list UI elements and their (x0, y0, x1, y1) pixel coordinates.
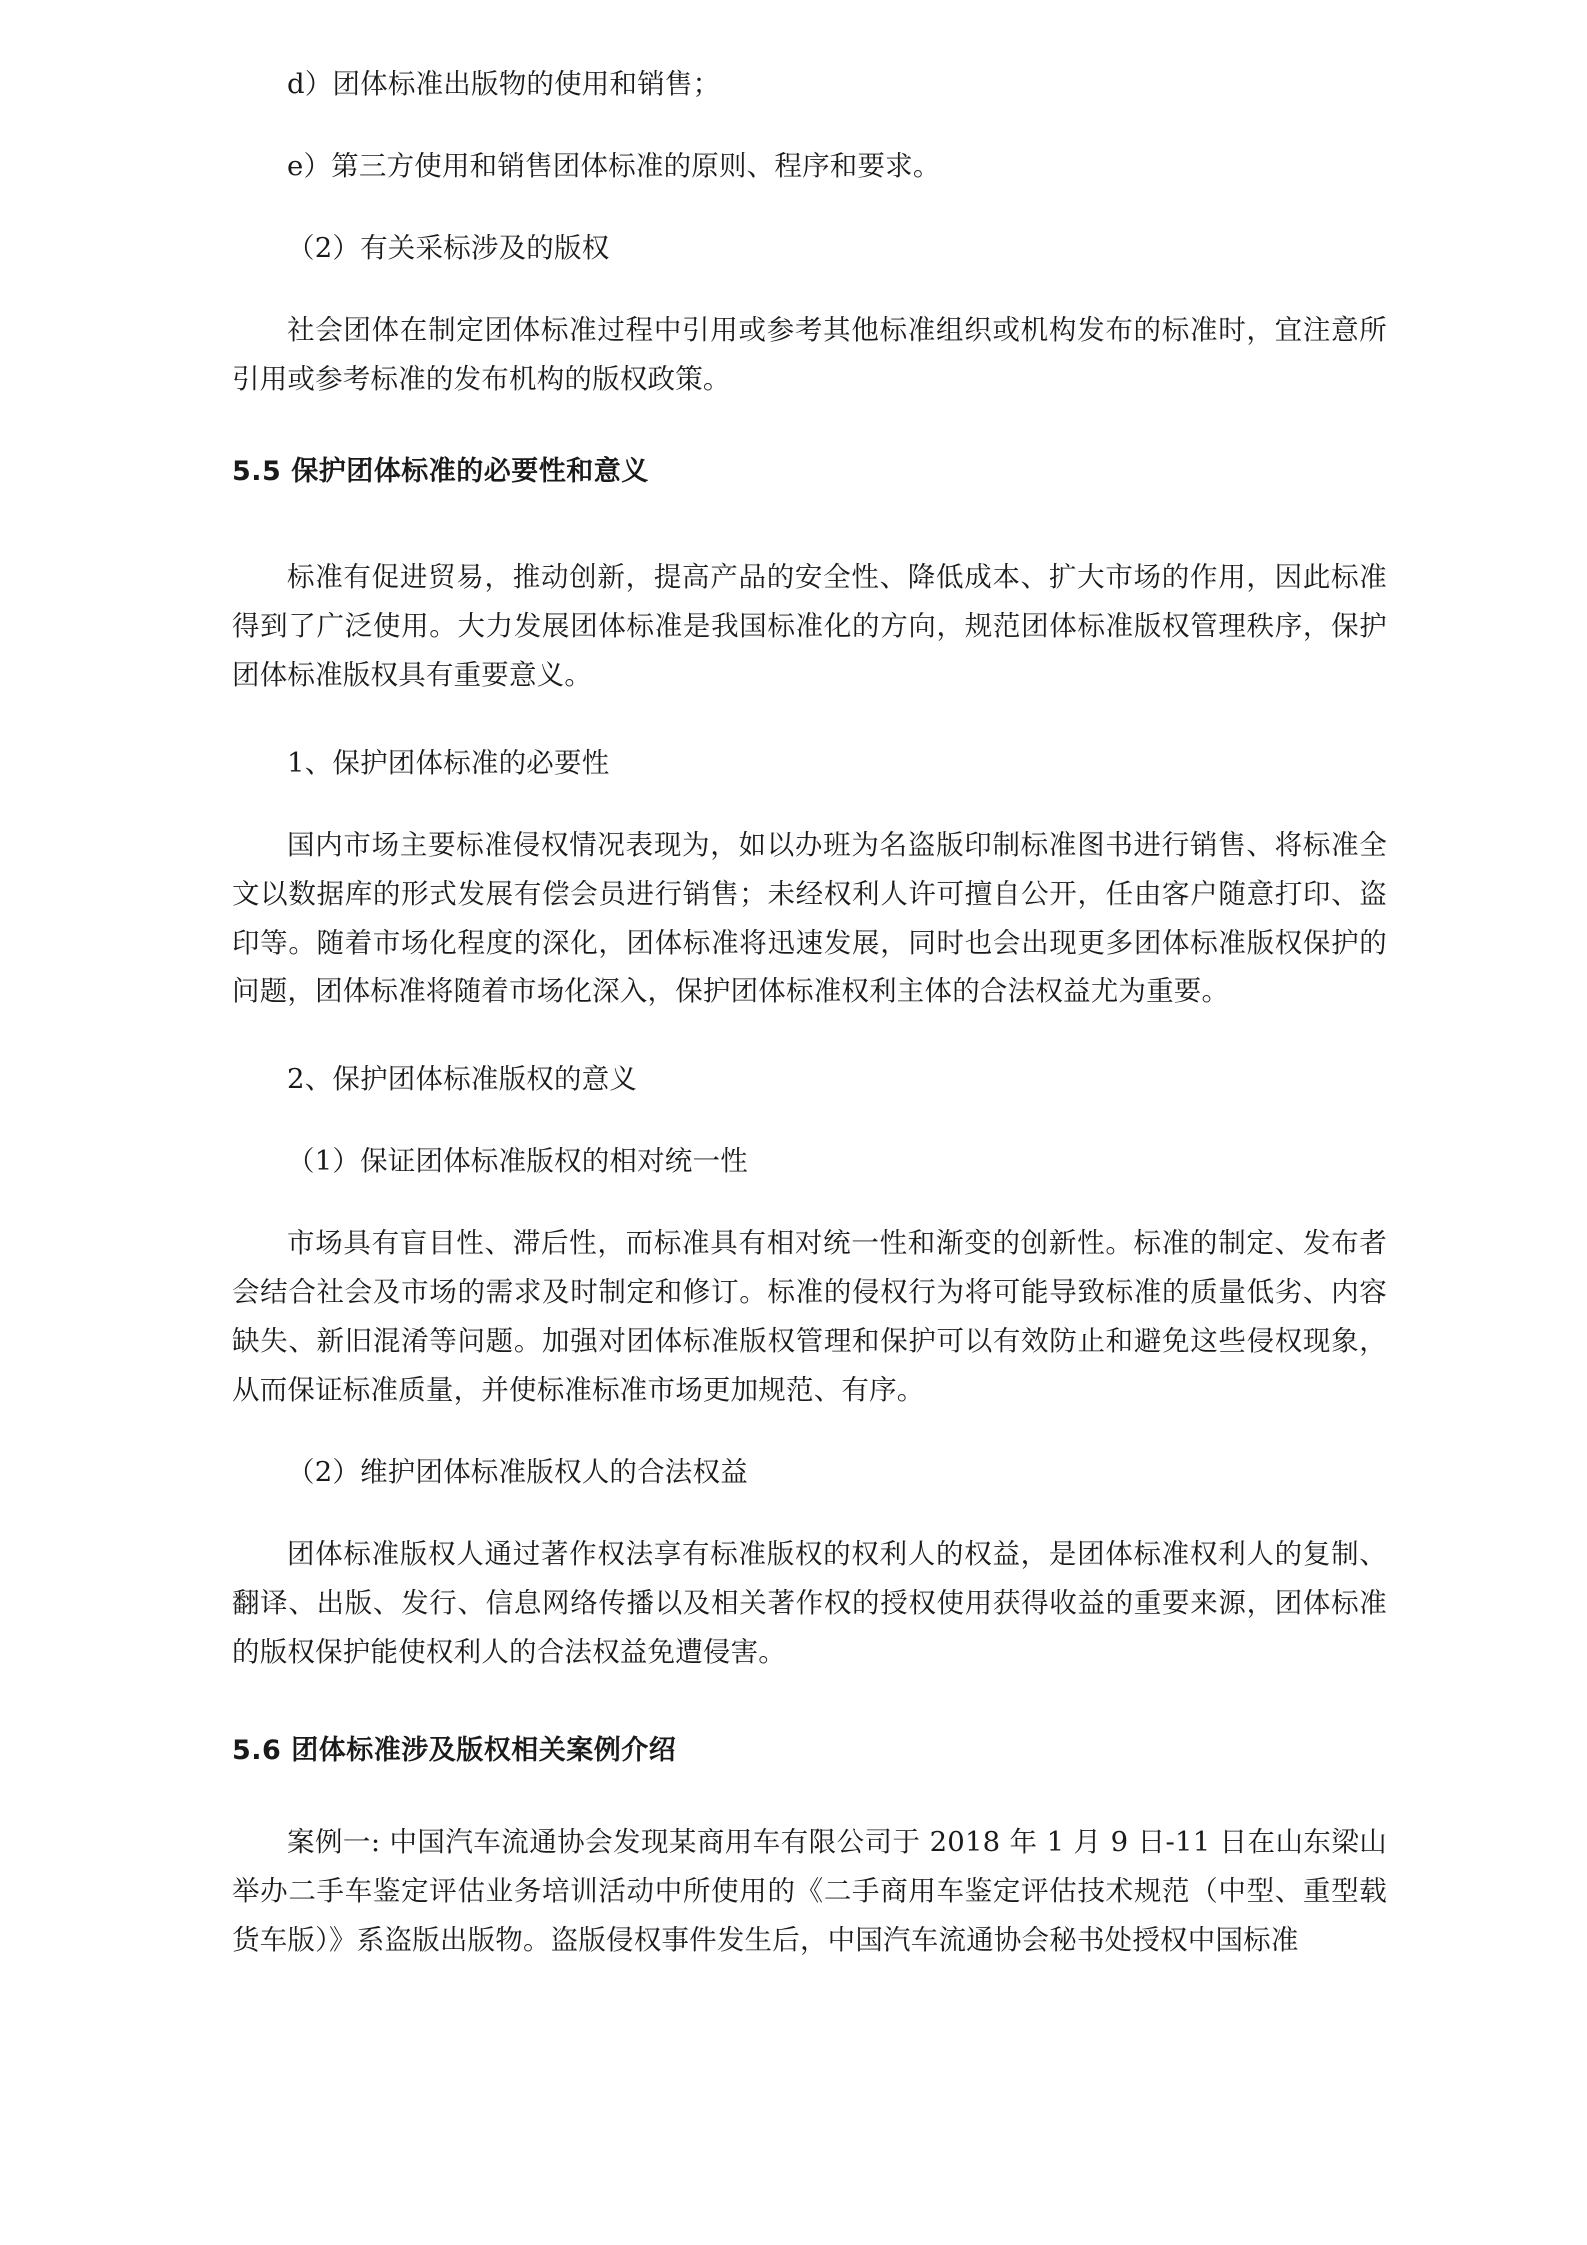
list-item: （2）有关采标涉及的版权 (287, 231, 610, 264)
list-item: 2、保护团体标准版权的意义 (287, 1063, 638, 1096)
body-paragraph: 市场具有盲目性、滞后性，而标准具有相对统一性和渐变的创新性。标准的制定、发布者会结合社会及市场的需求及时制定和修订。标准的侵权行为将可能导致标准的质量低劣、内容缺失、新旧混淆等问题。加强对团体标准版权管理和保护可以有效防止和避免这些侵权现象，从而保证标准质量，并使标准标准市场更加规范、有序。 (232, 1227, 1387, 1407)
body-paragraph: 标准有促进贸易，推动创新，提高产品的安全性、降低成本、扩大市场的作用，因此标准得到了广泛使用。大力发展团体标准是我国标准化的方向，规范团体标准版权管理秩序，保护团体标准版权具有重要意义。 (232, 560, 1387, 691)
list-item: （1）保证团体标准版权的相对统一性 (287, 1145, 748, 1178)
body-paragraph: 团体标准版权人通过著作权法享有标准版权的权利人的权益，是团体标准权利人的复制、翻译、出版、发行、信息网络传播以及相关著作权的授权使用获得收益的重要来源，团体标准的版权保护能使权利人的合法权益免遭侵害。 (232, 1537, 1387, 1668)
list-item: d）团体标准出版物的使用和销售； (287, 68, 721, 100)
section-heading-5-5-wrapper (232, 450, 1387, 493)
section-heading-5-6: 5.6 团体标准涉及版权相关案例介绍 (232, 1734, 677, 1766)
list-item: e）第三方使用和销售团体标准的原则、程序和要求。 (287, 149, 941, 182)
document-body (232, 60, 1387, 1965)
body-paragraph: 国内市场主要标准侵权情况表现为，如以办班为名盗版印制标准图书进行销售、将标准全文以数据库的形式发展有偿会员进行销售；未经权利人许可擅自公开，任由客户随意打印、盗印等。随着市场化程度的深化，团体标准将迅速发展，同时也会出现更多团体标准版权保护的问题，团体标准将随着市场化深入，保护团体标准权利主体的合法权益尤为重要。 (232, 828, 1387, 1008)
body-paragraph: 社会团体在制定团体标准过程中引用或参考其他标准组织或机构发布的标准时，宜注意所引用或参考标准的发布机构的版权政策。 (232, 313, 1387, 395)
body-paragraph: 案例一: 中国汽车流通协会发现某商用车有限公司于 2018 年 1 月 9 日-11 日在山东梁山举办二手车鉴定评估业务培训活动中所使用的《二手商用车鉴定评估技术规范（中型、重型载货车版）》系盗版出版物。盗版侵权事件发生后，中国汽车流通协会秘书处授权中国标准 (232, 1825, 1387, 1956)
list-item: 1、保护团体标准的必要性 (287, 746, 610, 779)
section-heading-5-5: 5.5 保护团体标准的必要性和意义 (232, 455, 649, 487)
section-heading-5-6-wrapper (232, 1729, 1387, 1772)
list-item: （2）维护团体标准版权人的合法权益 (287, 1456, 748, 1488)
